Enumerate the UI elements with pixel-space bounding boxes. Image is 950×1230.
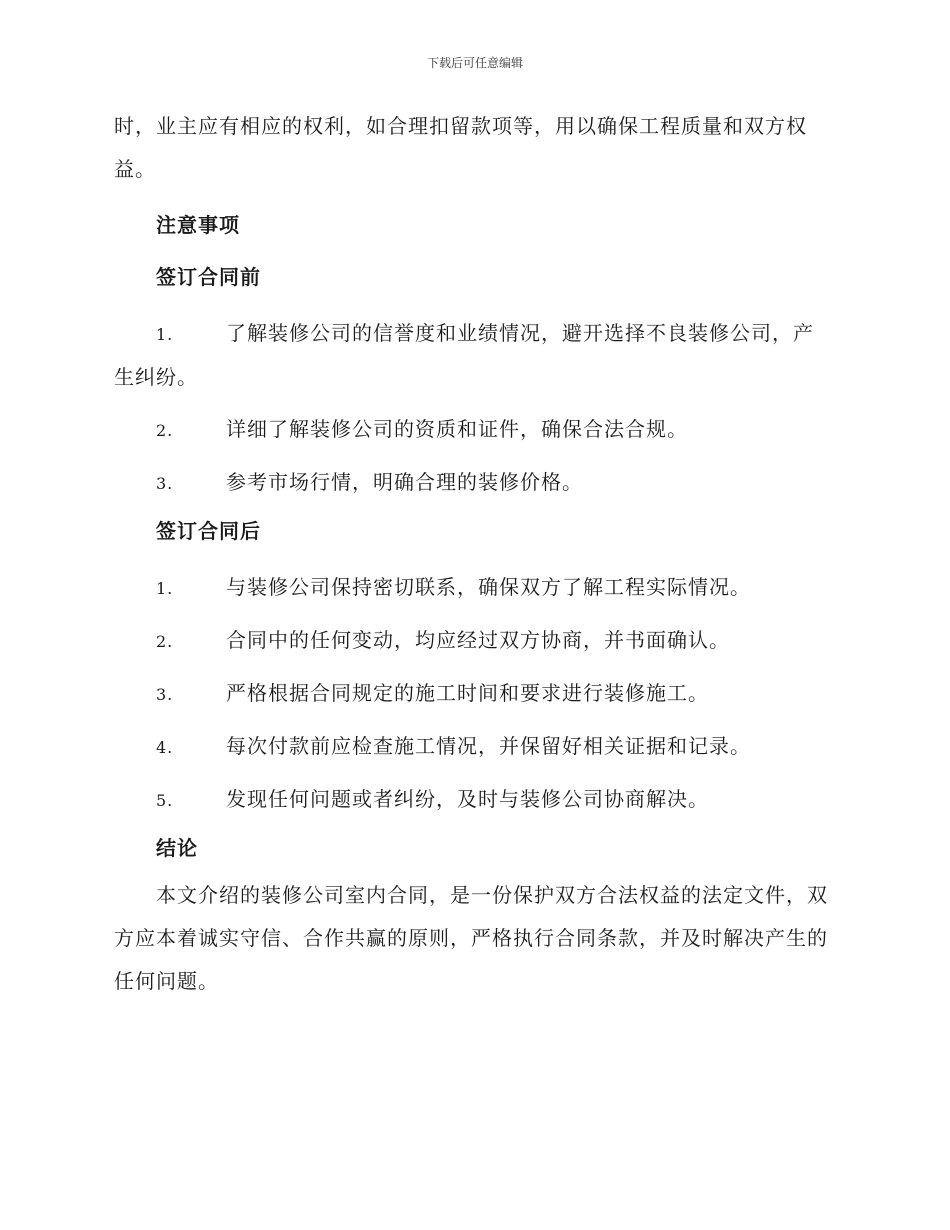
list-number: 2. bbox=[156, 421, 174, 440]
list-item bbox=[114, 778, 834, 822]
list-item bbox=[114, 312, 834, 399]
section-heading-conclusion: 结论 bbox=[156, 836, 198, 860]
list-text: 了解装修公司的信誉度和业绩情况，避开选择不良装修公司，产生纠纷。 bbox=[114, 321, 814, 389]
list-number: 1. bbox=[156, 579, 174, 598]
list-number: 5. bbox=[156, 791, 174, 810]
section-heading-notes: 注意事项 bbox=[156, 213, 240, 237]
list-number: 3. bbox=[156, 685, 174, 704]
list-number: 3. bbox=[156, 474, 174, 493]
list-item bbox=[114, 619, 834, 663]
list-text: 严格根据合同规定的施工时间和要求进行装修施工。 bbox=[226, 681, 709, 705]
document-body bbox=[114, 105, 834, 1003]
list-number: 1. bbox=[156, 325, 174, 344]
list-item bbox=[114, 566, 834, 610]
list-text: 合同中的任何变动，均应经过双方协商，并书面确认。 bbox=[226, 628, 730, 652]
list-item bbox=[114, 461, 834, 505]
subheading-before-signing: 签订合同前 bbox=[156, 265, 261, 289]
list-text: 发现任何问题或者纠纷，及时与装修公司协商解决。 bbox=[226, 787, 709, 811]
list-item bbox=[114, 408, 834, 452]
subheading-after-signing: 签订合同后 bbox=[156, 519, 261, 543]
list-text: 参考市场行情，明确合理的装修价格。 bbox=[226, 470, 583, 494]
list-text: 每次付款前应检查施工情况，并保留好相关证据和记录。 bbox=[226, 734, 751, 758]
list-text: 与装修公司保持密切联系，确保双方了解工程实际情况。 bbox=[226, 575, 751, 599]
list-text: 详细了解装修公司的资质和证件，确保合法合规。 bbox=[226, 417, 688, 441]
list-item bbox=[114, 672, 834, 716]
intro-paragraph: 时，业主应有相应的权利，如合理扣留款项等，用以确保工程质量和双方权益。 bbox=[114, 114, 807, 181]
page-header: 下载后可任意编辑 bbox=[426, 56, 523, 70]
list-number: 2. bbox=[156, 632, 174, 651]
list-item bbox=[114, 725, 834, 769]
list-number: 4. bbox=[156, 738, 174, 757]
conclusion-paragraph: 本文介绍的装修公司室内合同，是一份保护双方合法权益的法定文件，双方应本着诚实守信、合作共赢的原则，严格执行合同条款，并及时解决产生的任何问题。 bbox=[114, 883, 828, 993]
